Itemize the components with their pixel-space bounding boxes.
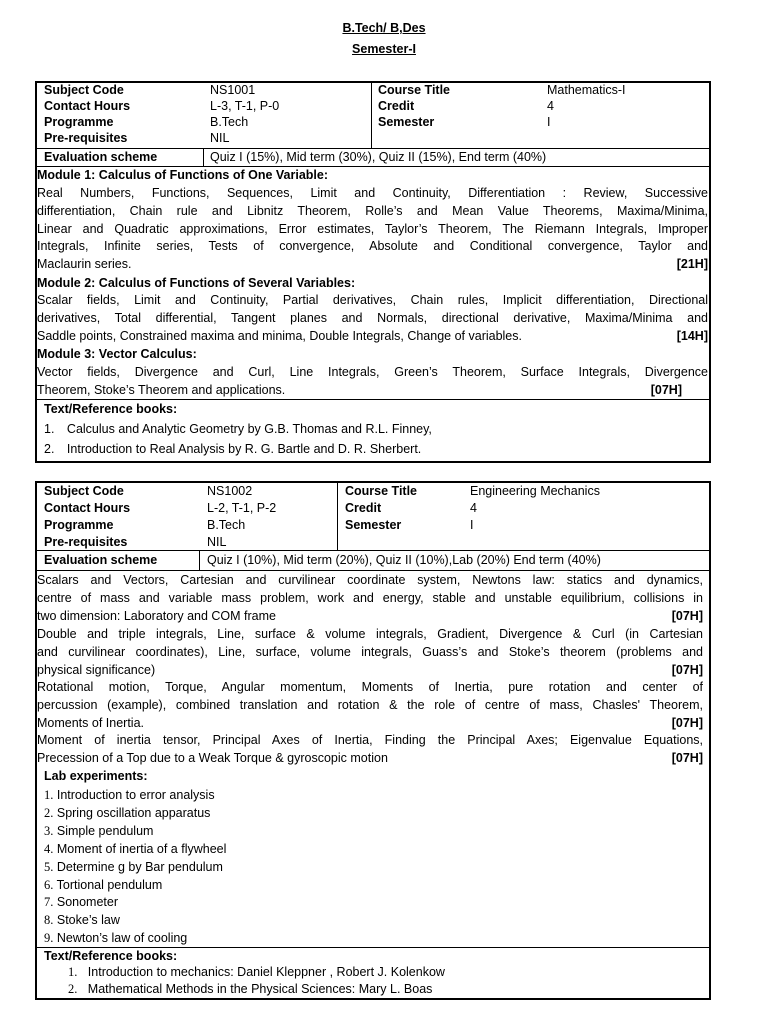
list-text: Simple pendulum	[56, 824, 154, 838]
module-3-title: Module 3: Vector Calculus:	[37, 347, 197, 361]
divider	[199, 550, 200, 570]
module-3-line: Vector fields, Divergence and Curl, Line Integrals, Green’s Theorem, Surface Integrals, Divergence	[37, 365, 708, 379]
evaluation-scheme-value: Quiz I (15%), Mid term (30%), Quiz II (15%), End term (40%)	[210, 150, 547, 164]
list-number: 7.	[44, 895, 54, 909]
course-title-label: Course Title	[345, 484, 418, 498]
text-books-title: Text/Reference books:	[44, 402, 178, 416]
list-text: Introduction to error analysis	[56, 788, 215, 802]
unit-4-body	[37, 732, 703, 768]
list-text: Newton’s law of cooling	[56, 931, 188, 945]
semester-value: I	[470, 518, 474, 532]
programme-label: Programme	[44, 115, 114, 129]
module-2-line: derivatives, Total differential, Tangent planes and Normals, directional derivative, Maxima/Minima and	[37, 310, 708, 325]
list-text: Sonometer	[56, 895, 119, 909]
course-title-value: Mathematics-I	[547, 83, 626, 97]
module-1-line: Integrals, Infinite series, Tests of convergence, Absolute and Conditional convergence, Taylor and	[37, 239, 708, 254]
divider	[36, 550, 710, 551]
list-text: Tortional pendulum	[56, 878, 163, 892]
list-number: 8.	[44, 913, 54, 927]
list-item	[44, 893, 118, 911]
text-books-title: Text/Reference books:	[44, 949, 178, 963]
course-title-label: Course Title	[378, 83, 451, 97]
list-item	[44, 929, 187, 947]
evaluation-scheme-label: Evaluation scheme	[44, 553, 158, 567]
unit-1-line: Scalars and Vectors, Cartesian and curvilinear coordinate system, Newtons law: statics and dynamics,	[37, 573, 703, 587]
unit-2-line: and curvilinear coordinates), Line, surface, volume integrals, Guass’s and Stoke’s theorem (problems and	[37, 644, 703, 659]
semester-label: Semester	[345, 518, 402, 532]
programme-value: B.Tech	[207, 518, 246, 532]
list-item	[44, 786, 215, 804]
unit-2-line: [07H] physical significance)	[37, 662, 703, 680]
divider	[203, 148, 204, 166]
list-item	[44, 804, 210, 822]
unit-3-line: percussion (example), combined translation and rotation & the role of centre of mass, Chasles' Theorem,	[37, 697, 703, 712]
programme-value: B.Tech	[210, 115, 249, 129]
prerequisites-label: Pre-requisites	[44, 535, 128, 549]
evaluation-scheme-label: Evaluation scheme	[44, 150, 158, 164]
book-item	[68, 964, 445, 980]
list-text: Spring oscillation apparatus	[56, 806, 211, 820]
credit-value: 4	[547, 99, 554, 113]
unit-4-line: Moment of inertia tensor, Principal Axes of Inertia, Finding the Principal Axes; Eigenvalue Equations,	[37, 733, 703, 747]
prerequisites-label: Pre-requisites	[44, 131, 128, 145]
list-number: 9.	[44, 931, 54, 945]
list-number: 2.	[68, 982, 78, 996]
unit-1-line: centre of mass and variable mass problem, work and energy, stable and unstable equilibrium, collisions in	[37, 590, 703, 605]
list-number: 6.	[44, 878, 54, 892]
unit-3-line: [07H] Moments of Inertia.	[37, 715, 703, 733]
subject-code-label: Subject Code	[44, 484, 124, 498]
subject-code-value: NS1002	[207, 484, 253, 498]
module-1-body	[37, 185, 708, 274]
list-number: 1.	[44, 788, 54, 802]
contact-hours-value: L-2, T-1, P-2	[207, 501, 277, 515]
semester-label: Semester	[378, 115, 435, 129]
divider	[337, 482, 338, 550]
unit-2-hours: [07H]	[671, 662, 703, 677]
module-2-line: Scalar fields, Limit and Continuity, Partial derivatives, Chain rules, Implicit differentiation, Directional	[37, 293, 708, 307]
module-2-hours: [14H]	[676, 328, 708, 343]
list-text: Moment of inertia of a flywheel	[56, 842, 227, 856]
list-item	[44, 876, 162, 894]
subject-code-value: NS1001	[210, 83, 256, 97]
book-title: Mathematical Methods in the Physical Sciences: Mary L. Boas	[87, 982, 433, 996]
list-item	[44, 840, 226, 858]
module-3-hours: [07H]	[650, 382, 682, 397]
unit-1-line: [07H] two dimension: Laboratory and COM frame	[37, 608, 703, 626]
divider	[36, 570, 710, 571]
module-1-hours: [21H]	[676, 257, 708, 272]
unit-1-hours: [07H]	[671, 608, 703, 623]
list-text: Stoke’s law	[56, 913, 120, 927]
module-1-line: Linear and Quadratic approximations, Error estimates, Taylor’s Theorem, The Riemann Integrals, Improper	[37, 221, 708, 236]
unit-3-hours: [07H]	[671, 715, 703, 730]
list-number: 2.	[44, 806, 54, 820]
book-item: 2. Introduction to Real Analysis by R. G. Bartle and D. R. Sherbert.	[44, 442, 422, 456]
module-1-line: [21H] Maclaurin series.	[37, 256, 708, 274]
module-2-body	[37, 292, 708, 345]
programme-label: Programme	[44, 518, 114, 532]
list-text: Determine g by Bar pendulum	[56, 860, 223, 874]
evaluation-scheme-value: Quiz I (10%), Mid term (20%), Quiz II (10%),Lab (20%) End term (40%)	[207, 553, 601, 567]
unit-4-line: [07H] Precession of a Top due to a Weak Torque & gyroscopic motion	[37, 750, 703, 768]
semester-heading: Semester-I	[352, 42, 416, 56]
course-title-value: Engineering Mechanics	[470, 484, 600, 498]
list-number: 1.	[68, 965, 78, 979]
list-item	[44, 911, 120, 929]
program-heading: B.Tech/ B,Des	[342, 21, 426, 35]
unit-3-line: Rotational motion, Torque, Angular momentum, Moments of Inertia, pure rotation and center of	[37, 680, 703, 694]
unit-2-body	[37, 626, 703, 679]
book-title: Introduction to mechanics: Daniel Kleppner , Robert J. Kolenkow	[87, 965, 445, 979]
contact-hours-value: L-3, T-1, P-0	[210, 99, 280, 113]
credit-label: Credit	[378, 99, 415, 113]
module-3-line: [07H] Theorem, Stoke’s Theorem and applications.	[37, 382, 708, 400]
list-number: 4.	[44, 842, 54, 856]
credit-value: 4	[470, 501, 477, 515]
unit-4-hours: [07H]	[671, 750, 703, 765]
module-2-line: [14H] Saddle points, Constrained maxima and minima, Double Integrals, Change of variables.	[37, 328, 708, 346]
book-item	[68, 981, 432, 997]
credit-label: Credit	[345, 501, 382, 515]
prerequisites-value: NIL	[210, 131, 230, 145]
module-2-title: Module 2: Calculus of Functions of Several Variables:	[37, 276, 356, 290]
unit-3-body	[37, 679, 703, 732]
prerequisites-value: NIL	[207, 535, 227, 549]
book-item: 1. Calculus and Analytic Geometry by G.B. Thomas and R.L. Finney,	[44, 422, 432, 436]
subject-code-label: Subject Code	[44, 83, 124, 97]
module-1-title: Module 1: Calculus of Functions of One Variable:	[37, 168, 329, 182]
contact-hours-label: Contact Hours	[44, 501, 131, 515]
unit-1-body	[37, 572, 703, 625]
list-number: 5.	[44, 860, 54, 874]
unit-2-line: Double and triple integrals, Line, surface & volume integrals, Gradient, Divergence & Curl (in Cartesian	[37, 627, 703, 641]
contact-hours-label: Contact Hours	[44, 99, 131, 113]
list-item	[44, 822, 153, 840]
list-item	[44, 858, 223, 876]
semester-value: I	[547, 115, 551, 129]
list-number: 3.	[44, 824, 54, 838]
divider	[371, 82, 372, 148]
lab-experiments-title: Lab experiments:	[44, 769, 148, 783]
module-1-line: Real Numbers, Functions, Sequences, Limit and Continuity, Differentiation : Review, Successive	[37, 186, 708, 200]
module-3-body	[37, 364, 708, 400]
module-1-line: differentiation, Chain rule and Libnitz Theorem, Rolle’s and Mean Value Theorems, Maxima/Minima,	[37, 203, 708, 218]
